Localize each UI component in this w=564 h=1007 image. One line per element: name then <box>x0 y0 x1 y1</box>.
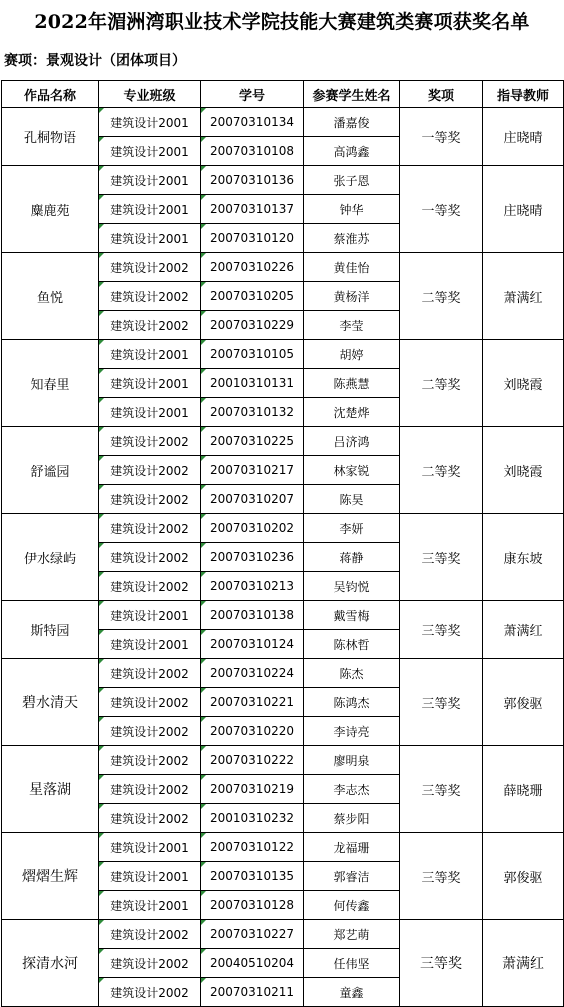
table-row <box>2 514 564 543</box>
table-row <box>2 427 564 456</box>
table-row <box>2 920 564 949</box>
student-id-cell: 20070310219 <box>201 775 304 804</box>
student-name-cell: 郑艺萌 <box>304 920 400 949</box>
table-row <box>2 833 564 862</box>
student-id-cell: 20070310202 <box>201 514 304 543</box>
table-row <box>2 166 564 195</box>
class-cell: 建筑设计2002 <box>99 804 201 833</box>
student-name-cell: 李莹 <box>304 311 400 340</box>
class-cell: 建筑设计2002 <box>99 485 201 514</box>
class-cell: 建筑设计2002 <box>99 717 201 746</box>
student-name-cell: 吕济鸿 <box>304 427 400 456</box>
award-table <box>1 80 564 1007</box>
teacher-cell: 萧满红 <box>483 920 564 1007</box>
student-name-cell: 陈林哲 <box>304 630 400 659</box>
student-name-cell: 林家锐 <box>304 456 400 485</box>
class-cell: 建筑设计2002 <box>99 949 201 978</box>
header-row <box>2 81 564 108</box>
student-id-cell: 20070310138 <box>201 601 304 630</box>
class-cell: 建筑设计2002 <box>99 920 201 949</box>
class-cell: 建筑设计2002 <box>99 688 201 717</box>
class-cell: 建筑设计2002 <box>99 572 201 601</box>
table-body <box>2 108 564 1007</box>
class-cell: 建筑设计2002 <box>99 253 201 282</box>
student-id-cell: 20070310134 <box>201 108 304 137</box>
work-name-cell: 鱼悦 <box>2 253 99 340</box>
work-name-cell: 斯特园 <box>2 601 99 659</box>
student-name-cell: 廖明泉 <box>304 746 400 775</box>
student-id-cell: 20070310213 <box>201 572 304 601</box>
award-cell: 三等奖 <box>400 659 483 746</box>
award-cell: 三等奖 <box>400 746 483 833</box>
class-cell: 建筑设计2001 <box>99 891 201 920</box>
student-id-cell: 20070310226 <box>201 253 304 282</box>
student-id-cell: 20070310132 <box>201 398 304 427</box>
work-name-cell: 麋鹿苑 <box>2 166 99 253</box>
student-name-cell: 高鸿鑫 <box>304 137 400 166</box>
student-id-cell: 20070310217 <box>201 456 304 485</box>
class-cell: 建筑设计2002 <box>99 775 201 804</box>
table-row <box>2 108 564 137</box>
class-cell: 建筑设计2001 <box>99 630 201 659</box>
class-cell: 建筑设计2002 <box>99 427 201 456</box>
award-cell: 三等奖 <box>400 601 483 659</box>
page-title: 2022年湄洲湾职业技术学院技能大赛建筑类赛项获奖名单 <box>34 11 530 33</box>
student-id-cell: 20070310135 <box>201 862 304 891</box>
student-name-cell: 张子恩 <box>304 166 400 195</box>
header-teacher: 指导教师 <box>483 81 564 108</box>
student-name-cell: 黄杨洋 <box>304 282 400 311</box>
class-cell: 建筑设计2001 <box>99 833 201 862</box>
student-id-cell: 20070310122 <box>201 833 304 862</box>
table-row <box>2 746 564 775</box>
class-cell: 建筑设计2001 <box>99 166 201 195</box>
student-name-cell: 陈杰 <box>304 659 400 688</box>
teacher-cell: 郭俊驱 <box>483 833 564 920</box>
award-cell: 一等奖 <box>400 108 483 166</box>
student-id-cell: 20070310227 <box>201 920 304 949</box>
teacher-cell: 萧满红 <box>483 253 564 340</box>
award-cell: 三等奖 <box>400 514 483 601</box>
class-cell: 建筑设计2001 <box>99 108 201 137</box>
class-cell: 建筑设计2001 <box>99 601 201 630</box>
student-id-cell: 20070310224 <box>201 659 304 688</box>
teacher-cell: 刘晓霞 <box>483 340 564 427</box>
student-name-cell: 陈昊 <box>304 485 400 514</box>
work-name-cell: 知春里 <box>2 340 99 427</box>
teacher-cell: 康东坡 <box>483 514 564 601</box>
student-name-cell: 李志杰 <box>304 775 400 804</box>
student-id-cell: 20070310105 <box>201 340 304 369</box>
student-id-cell: 20070310124 <box>201 630 304 659</box>
table-row <box>2 340 564 369</box>
teacher-cell: 庄晓晴 <box>483 108 564 166</box>
student-name-cell: 吴钧悦 <box>304 572 400 601</box>
teacher-cell: 薛晓珊 <box>483 746 564 833</box>
student-name-cell: 李妍 <box>304 514 400 543</box>
student-name-cell: 蔡步阳 <box>304 804 400 833</box>
student-name-cell: 龙福珊 <box>304 833 400 862</box>
student-id-cell: 20070310205 <box>201 282 304 311</box>
work-name-cell: 伊水绿屿 <box>2 514 99 601</box>
award-cell: 三等奖 <box>400 833 483 920</box>
student-name-cell: 黄佳怡 <box>304 253 400 282</box>
header-student: 参赛学生姓名 <box>304 81 400 108</box>
student-name-cell: 蒋静 <box>304 543 400 572</box>
class-cell: 建筑设计2002 <box>99 746 201 775</box>
work-name-cell: 星落湖 <box>2 746 99 833</box>
student-name-cell: 何传鑫 <box>304 891 400 920</box>
student-name-cell: 童鑫 <box>304 978 400 1007</box>
header-work: 作品名称 <box>2 81 99 108</box>
student-name-cell: 蔡淮苏 <box>304 224 400 253</box>
student-name-cell: 任伟坚 <box>304 949 400 978</box>
class-cell: 建筑设计2002 <box>99 311 201 340</box>
student-id-cell: 20070310236 <box>201 543 304 572</box>
table-row <box>2 659 564 688</box>
class-cell: 建筑设计2001 <box>99 369 201 398</box>
student-name-cell: 陈燕慧 <box>304 369 400 398</box>
event-subtitle: 赛项：景观设计（团体项目） <box>4 53 186 69</box>
student-name-cell: 沈楚烨 <box>304 398 400 427</box>
student-id-cell: 20070310108 <box>201 137 304 166</box>
teacher-cell: 萧满红 <box>483 601 564 659</box>
student-name-cell: 李诗亮 <box>304 717 400 746</box>
header-class: 专业班级 <box>99 81 201 108</box>
award-cell: 二等奖 <box>400 427 483 514</box>
student-name-cell: 钟华 <box>304 195 400 224</box>
work-name-cell: 探清水河 <box>2 920 99 1007</box>
student-name-cell: 戴雪梅 <box>304 601 400 630</box>
student-name-cell: 潘嘉俊 <box>304 108 400 137</box>
student-id-cell: 20040510204 <box>201 949 304 978</box>
class-cell: 建筑设计2002 <box>99 282 201 311</box>
student-id-cell: 20070310222 <box>201 746 304 775</box>
student-id-cell: 20070310136 <box>201 166 304 195</box>
student-name-cell: 胡婷 <box>304 340 400 369</box>
student-id-cell: 20070310225 <box>201 427 304 456</box>
teacher-cell: 刘晓霞 <box>483 427 564 514</box>
student-id-cell: 20070310221 <box>201 688 304 717</box>
class-cell: 建筑设计2001 <box>99 398 201 427</box>
class-cell: 建筑设计2002 <box>99 543 201 572</box>
student-id-cell: 20070310120 <box>201 224 304 253</box>
student-id-cell: 20010310232 <box>201 804 304 833</box>
class-cell: 建筑设计2002 <box>99 456 201 485</box>
class-cell: 建筑设计2001 <box>99 224 201 253</box>
student-id-cell: 20070310207 <box>201 485 304 514</box>
work-name-cell: 熠熠生辉 <box>2 833 99 920</box>
work-name-cell: 孔桐物语 <box>2 108 99 166</box>
class-cell: 建筑设计2002 <box>99 978 201 1007</box>
class-cell: 建筑设计2001 <box>99 195 201 224</box>
work-name-cell: 碧水清天 <box>2 659 99 746</box>
award-cell: 二等奖 <box>400 340 483 427</box>
class-cell: 建筑设计2001 <box>99 340 201 369</box>
student-id-cell: 20070310229 <box>201 311 304 340</box>
table-row <box>2 601 564 630</box>
header-id: 学号 <box>201 81 304 108</box>
award-cell: 三等奖 <box>400 920 483 1007</box>
student-name-cell: 陈鸿杰 <box>304 688 400 717</box>
teacher-cell: 庄晓晴 <box>483 166 564 253</box>
student-id-cell: 20070310211 <box>201 978 304 1007</box>
student-id-cell: 20070310137 <box>201 195 304 224</box>
class-cell: 建筑设计2001 <box>99 862 201 891</box>
class-cell: 建筑设计2002 <box>99 514 201 543</box>
student-id-cell: 20070310128 <box>201 891 304 920</box>
header-award: 奖项 <box>400 81 483 108</box>
class-cell: 建筑设计2001 <box>99 137 201 166</box>
award-cell: 一等奖 <box>400 166 483 253</box>
table-row <box>2 253 564 282</box>
student-id-cell: 20010310131 <box>201 369 304 398</box>
student-id-cell: 20070310220 <box>201 717 304 746</box>
teacher-cell: 郭俊驱 <box>483 659 564 746</box>
class-cell: 建筑设计2002 <box>99 659 201 688</box>
award-cell: 二等奖 <box>400 253 483 340</box>
work-name-cell: 舒谧园 <box>2 427 99 514</box>
student-name-cell: 郭睿洁 <box>304 862 400 891</box>
